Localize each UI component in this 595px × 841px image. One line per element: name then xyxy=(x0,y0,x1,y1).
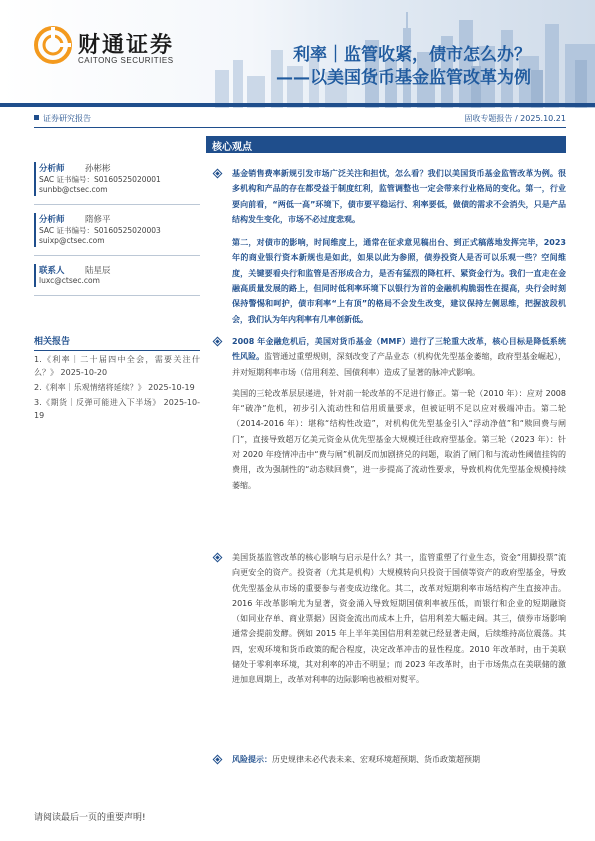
bullet-item xyxy=(214,752,566,767)
diamond-bullet-icon xyxy=(213,169,223,179)
subheader-divider xyxy=(34,127,566,128)
diamond-bullet-icon xyxy=(213,755,223,765)
report-category-label: 证券研究报告 xyxy=(43,114,91,123)
report-category xyxy=(34,113,91,124)
analyst-card xyxy=(34,213,204,247)
divider xyxy=(34,204,200,205)
risk-paragraph xyxy=(232,752,566,767)
divider xyxy=(34,255,200,256)
report-subtitle: ——以美国货币基金监管改革为例 xyxy=(276,68,531,88)
analyst-cert: SAC 证书编号：S0160525020003 xyxy=(39,226,161,235)
analyst-role: 分析师 xyxy=(39,215,65,225)
analyst-name: 隋修平 xyxy=(85,215,111,225)
subheader xyxy=(34,113,566,127)
sidebar xyxy=(34,162,204,422)
section-title: 核心观点 xyxy=(212,142,252,153)
brand-name-en: CAITONG SECURITIES xyxy=(78,56,174,65)
brand-name-cn: 财通证券 xyxy=(78,33,175,58)
analyst-role: 分析师 xyxy=(39,164,65,174)
analyst-email[interactable]: suixp@ctsec.com xyxy=(39,236,105,245)
section-header xyxy=(206,136,566,153)
analyst-email[interactable]: sunbb@ctsec.com xyxy=(39,185,108,194)
analyst-name: 孙彬彬 xyxy=(85,164,111,174)
report-title: 利率｜监管收紧，债市怎么办？ xyxy=(293,45,531,65)
footer-disclaimer: 请阅读最后一页的重要声明! xyxy=(34,813,146,823)
impact-paragraph: 美国货基监管改革的核心影响与启示是什么？其一，监管重塑了行业生态，资金“用脚投票”流向更安全的资产。投资者（尤其是机构）大规模转向只投资于国债等资产的政府型基金，导致优先型基金从市场的重要参与者变成边缘化。其二，改革对短期利率市场结构产生直接冲击。2016 年改革影响尤为显著，资金涌入导致短期国债利率被压低，而银行和企业的短期融资（如同业存单、商业票据）因资金流出而成本上升，信用利差大幅走阔。其三，债券市场影响通常会提前发酵。例如 2015 年上半年美国信用利差就已经显著走阔，后续维持高位震荡。其四，宏观环境和货币政策的配合程度，决定改革冲击的显性程度。2010 年改革时，由于美联储处于零利率环境，其对利率的冲击不明显；而 2023 年改革时，由于市场焦点在美联储的激进加息周期上，改革对利率的边际影响也被相对熨平。 xyxy=(232,553,566,685)
core-paragraph-2: 第二，对债市的影响，时间维度上，通常在征求意见稿出台、到正式稿落地发挥完毕，2023 年的商业银行资本新规也是如此，如果以此为参照，债券投资人是否可以乐观一些？空间维度，关键要看央行和监管是否形成合力，是否有猛烈的降杠杆、紧资金行为。我们一直走在金融高质量发展的路上，但同时低利率环境下以银行为首的金融机构脆弱性在提高，央行会时刻保持警惕和呵护，债市利率“上有顶”的格局不会发生改变，建议保持左侧思维，把握波段机会，我们认为年内利率有几率创新低。 xyxy=(232,238,566,324)
related-report-link[interactable]: 2.《利率｜乐观情绪将延续？》 2025-10-19 xyxy=(34,383,195,392)
related-report-link[interactable]: 3.《期货｜反弹可能进入下半场》 2025-10-19 xyxy=(34,398,200,420)
point-impact xyxy=(214,550,566,688)
point-mmf-reform xyxy=(214,334,566,493)
contact-email[interactable]: luxc@ctsec.com xyxy=(39,276,100,285)
bullet-item xyxy=(214,334,566,380)
bullet-item xyxy=(214,166,566,227)
divider xyxy=(34,295,200,296)
caitong-logo-icon xyxy=(34,26,72,64)
header-banner xyxy=(0,0,595,108)
square-bullet-icon xyxy=(34,115,39,120)
contact-role: 联系人 xyxy=(39,266,65,276)
analyst-card xyxy=(34,162,204,196)
reform-rest: 监管通过重塑规则，深刻改变了产品业态（机构优先型基金萎缩，政府型基金崛起），并对短期利率市场（信用利差、国债利率）造成了显著的脉冲式影响。 xyxy=(232,352,567,377)
brand-logo xyxy=(34,26,184,66)
reform-paragraph-2: 美国的三轮改革层层递进，针对前一轮改革的不足进行修正。第一轮（2010 年）：应对 2008 年“破净”危机，初步引入流动性和信用质量要求，但被证明不足以应对极端冲击。第二轮（2014-2016 年）：堪称“结构性改造”，对机构优先型基金引入“浮动净值”和“赎回费与闸门”，直接导致超万亿美元资金从优先型基金大规模迁往政府型基金。第三轮（2023 年）：针对 2020 年疫情冲击中“费与闸”机制反而加剧挤兑的问题，取消了闸门和与流动性阈值挂钩的费用，改为强制性的“动态赎回费”，进一步提高了流动性要求，导致机构优先型基金规模持续萎缩。 xyxy=(232,388,566,490)
analyst-cert: SAC 证书编号：S0160525020001 xyxy=(39,175,161,184)
core-view-block xyxy=(214,166,566,327)
contact-card xyxy=(34,264,204,287)
bullet-item-continued xyxy=(214,235,566,327)
bullet-item-continued xyxy=(214,386,566,493)
bullet-item xyxy=(214,550,566,688)
reform-lead: 2008 年金融危机后，美国对货币基金（MMF）进行了三轮重大改革，核心目标是降低系统性风险。 xyxy=(232,337,566,362)
report-type-date: 固收专题报告 / 2025.10.21 xyxy=(464,114,566,123)
diamond-bullet-icon xyxy=(213,337,223,347)
core-paragraph-1: 基金销售费率新规引发市场广泛关注和担忧，怎么看？我们以美国货币基金监管改革为例。很多机构和产品的存在都受益于制度红利，监管调整也一定会带来行业格局的变化。第一，行业要向前看，“两低一高”环境下，债市要平稳运行、利率要低，做债的需求不会消失，只是产品结构发生变化，市场不必过度悲观。 xyxy=(232,169,566,224)
related-reports-heading: 相关报告 xyxy=(34,334,200,351)
risk-label: 风险提示： xyxy=(232,755,272,764)
diamond-bullet-icon xyxy=(213,553,223,563)
risk-text: 历史规律未必代表未来、宏观环境超预期、货币政策超预期 xyxy=(272,755,480,764)
contact-name: 陆星辰 xyxy=(85,266,111,276)
related-report-link[interactable]: 1.《利率｜二十届四中全会，需要关注什么？》 2025-10-20 xyxy=(34,355,200,377)
reform-paragraph-1 xyxy=(232,334,566,380)
banner-divider xyxy=(0,103,595,107)
risk-warning xyxy=(214,752,566,767)
